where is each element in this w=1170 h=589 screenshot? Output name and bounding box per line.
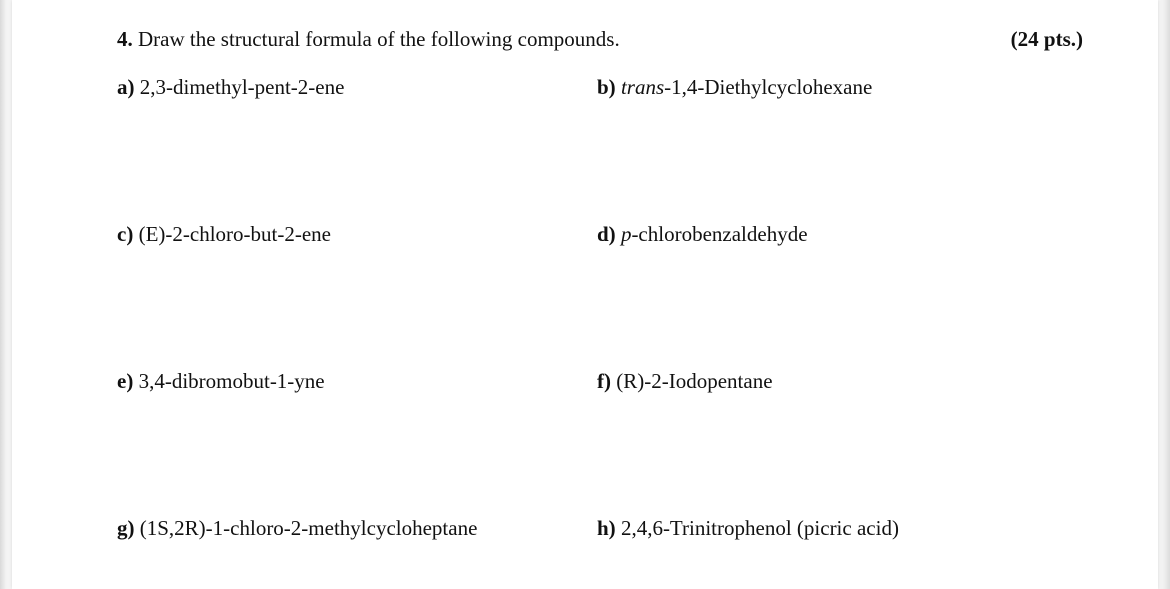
- compound-name: 2,3-dimethyl-pent-2-ene: [139, 75, 345, 99]
- question-points: (24 pts.): [1010, 27, 1083, 51]
- item-letter: f): [597, 369, 611, 393]
- item-letter: b): [597, 75, 616, 99]
- compound-name: 2,4,6-Trinitrophenol (picric acid): [620, 516, 899, 540]
- compound-name-wrapper: [621, 222, 808, 246]
- position-descriptor: p: [620, 222, 632, 246]
- item-letter: d): [597, 222, 616, 246]
- compound-item-g: [117, 515, 477, 541]
- compound-item-f: [597, 368, 773, 394]
- item-letter: g): [117, 516, 135, 540]
- item-letter: h): [597, 516, 616, 540]
- compound-item-h: [597, 515, 899, 541]
- document-page: [12, 0, 1158, 589]
- compound-item-e: [117, 368, 325, 394]
- compound-name: 3,4-dibromobut-1-yne: [138, 369, 325, 393]
- compound-name: -1,4-Diethylcyclohexane: [664, 75, 873, 99]
- item-letter: c): [117, 222, 134, 246]
- compound-item-d: [597, 221, 808, 247]
- compound-item-b: [597, 74, 872, 100]
- compound-name: (R)-2-Iodopentane: [616, 369, 773, 393]
- compound-name: -chlorobenzaldehyde: [631, 222, 808, 246]
- question-header: [117, 26, 1083, 52]
- question-prompt: Draw the structural formula of the following compounds.: [138, 27, 620, 51]
- question-number: 4.: [117, 27, 133, 51]
- compound-name-wrapper: [621, 75, 872, 99]
- compound-item-c: [117, 221, 331, 247]
- compound-name: (1S,2R)-1-chloro-2-methylcycloheptane: [139, 516, 478, 540]
- item-letter: a): [117, 75, 135, 99]
- compound-item-a: [117, 74, 344, 100]
- compound-name: (E)-2-chloro-but-2-ene: [138, 222, 331, 246]
- item-letter: e): [117, 369, 134, 393]
- stereo-descriptor: trans: [620, 75, 665, 99]
